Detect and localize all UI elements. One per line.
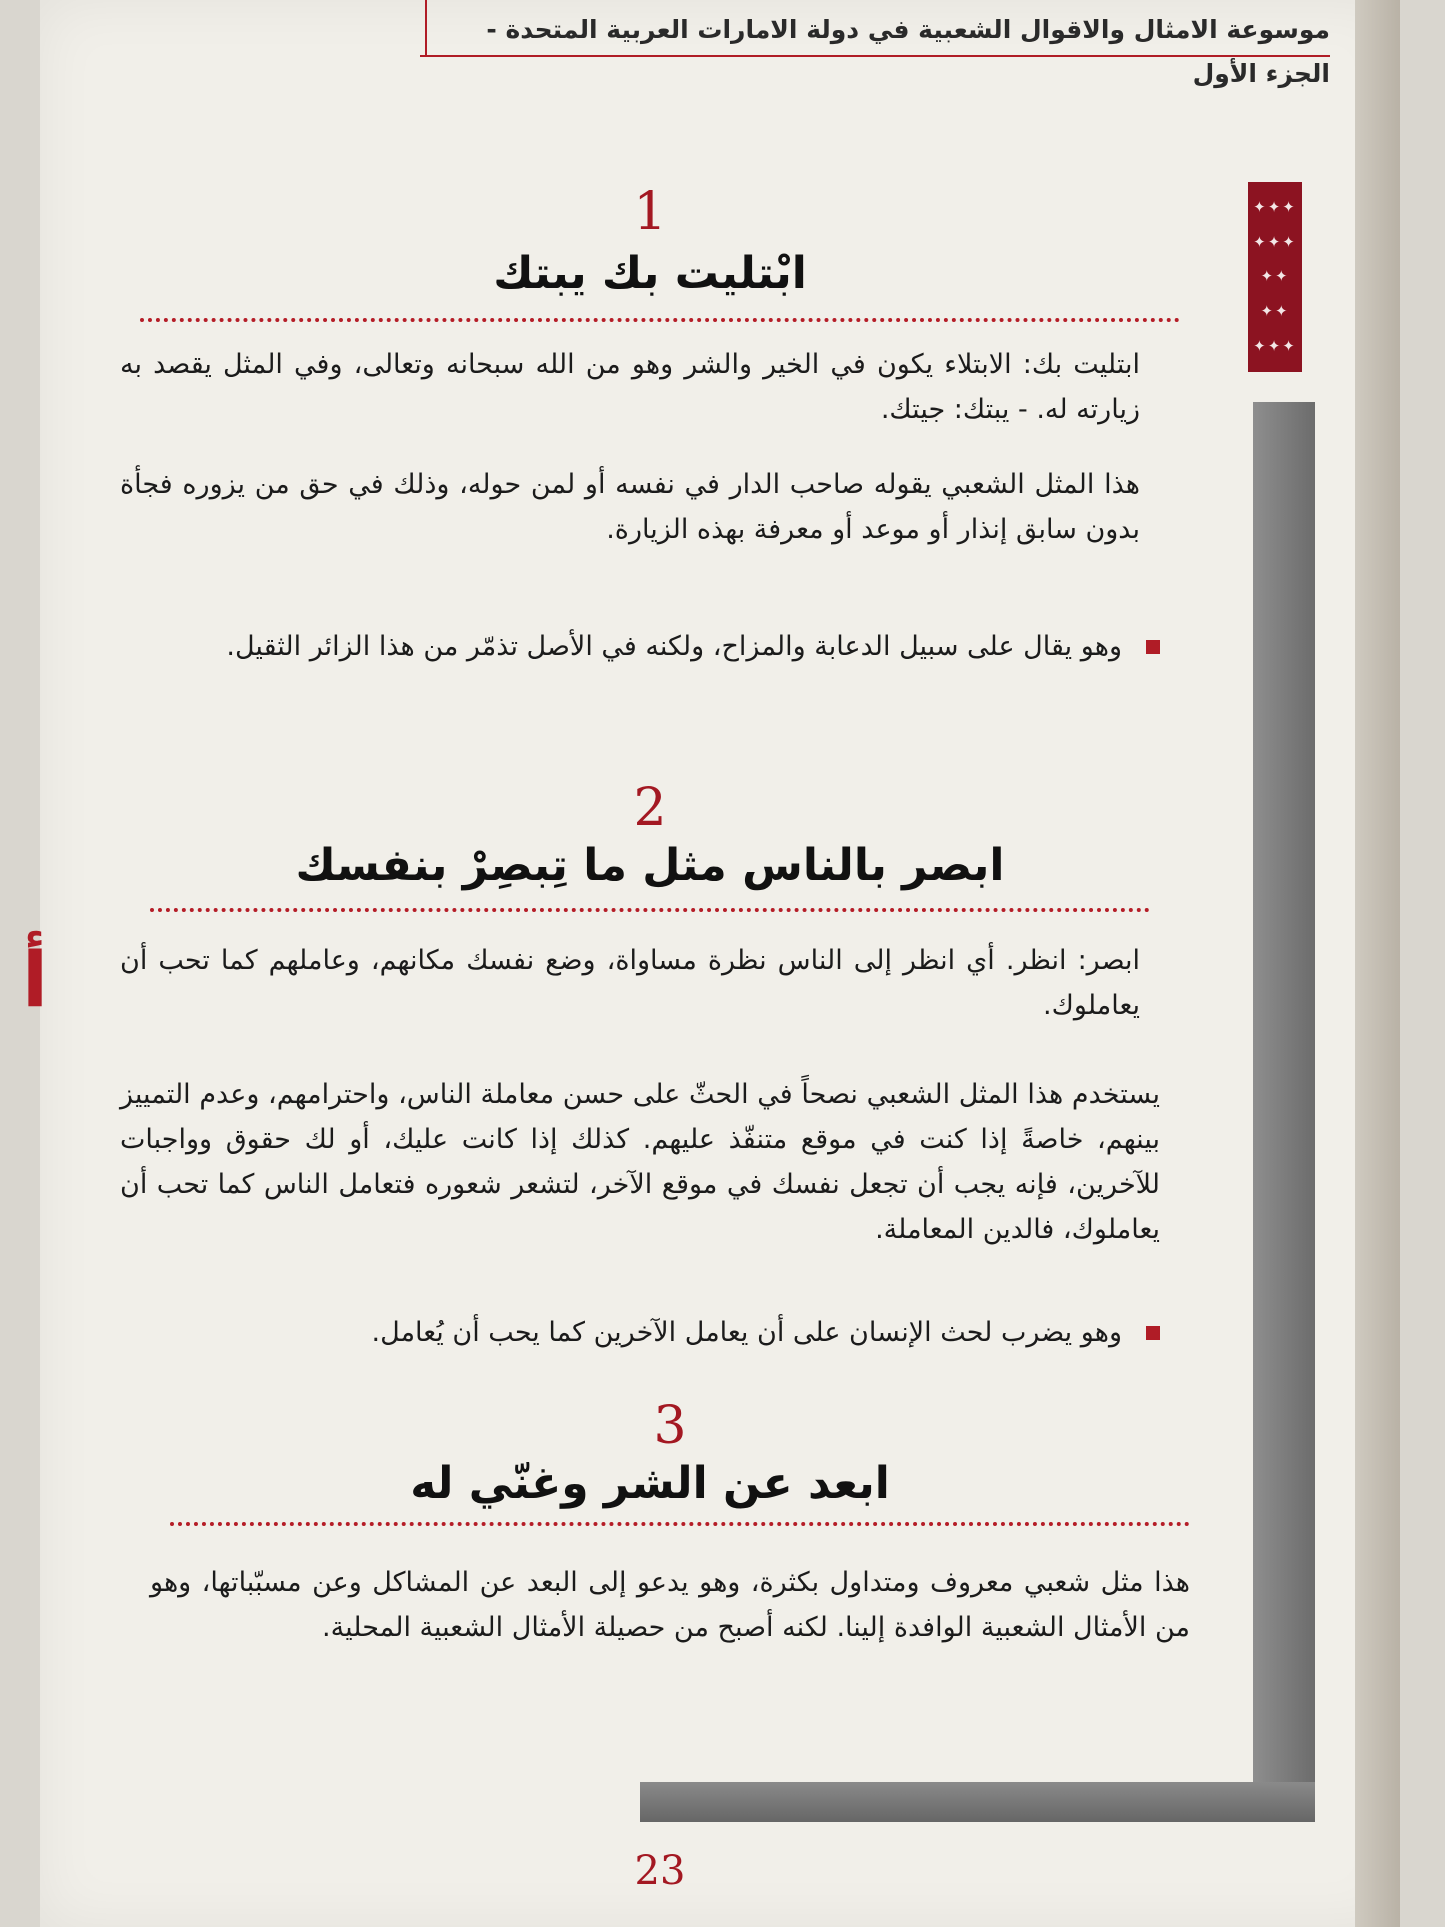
section-3-number: 3: [653, 1396, 687, 1456]
section-1-divider: [140, 318, 1180, 322]
section-2-bullet-text: وهو يضرب لحث الإنسان على أن يعامل الآخرين كما يحب أن يُعامل.: [371, 1317, 1122, 1348]
section-1-bullet-text: وهو يقال على سبيل الدعابة والمزاح، ولكنه في الأصل تذمّر من هذا الزائر الثقيل.: [226, 631, 1122, 662]
section-3-divider: [170, 1522, 1190, 1526]
page-number: 23: [634, 1848, 686, 1894]
section-3-paragraph-1: هذا مثل شعبي معروف ومتداول بكثرة، وهو يدعو إلى البعد عن المشاكل وعن مسبّباتها، وهو من الأمثال الشعبية الوافدة إلينا. لكنه أصبح من حصيلة الأمثال الشعبية المحلية.: [150, 1567, 1190, 1643]
running-header: موسوعة الامثال والاقوال الشعبية في دولة الامارات العربية المتحدة - الجزء الأول: [486, 15, 1330, 88]
section-2-paragraph-2: يستخدم هذا المثل الشعبي نصحاً في الحثّ على حسن معاملة الناس، واحترامهم، وعدم التمييز بينهم، خاصةً إذا كنت في موقع متنفّذ عليهم. كذلك إذا كانت عليك، أو لك حقوق وواجبات للآخرين، فإنه يجب أن تجعل نفسك في موقع الآخر، لتشعر شعوره فتعامل الناس كما تحب أن يعاملوك، فالدين المعاملة.: [120, 1079, 1160, 1245]
section-2-paragraph-1: ابصر: انظر. أي انظر إلى الناس نظرة مساواة، وضع نفسك مكانهم، وعاملهم كما تحب أن يعاملوك.: [120, 945, 1140, 1021]
header-rule-stub: [425, 0, 427, 56]
section-2-number: 2: [633, 778, 667, 838]
section-1-paragraph-1: ابتليت بك: الابتلاء يكون في الخير والشر وهو من الله سبحانه وتعالى، وفي المثل يقصد به زيارته له. - يبتك: جيتك.: [120, 349, 1140, 425]
decorative-horizontal-bar: [640, 1782, 1315, 1822]
section-1-number: 1: [633, 182, 667, 242]
decorative-ornament: ✦✦✦ ✦✦✦ ✦✦ ✦✦ ✦✦✦: [1248, 182, 1302, 372]
section-1-title: ابْتليت بك يبتك: [493, 248, 807, 299]
section-3-title: ابعد عن الشر وغنّي له: [410, 1458, 890, 1509]
section-1-bullet: [120, 624, 1160, 669]
bullet-square-icon: [1146, 640, 1160, 654]
bullet-square-icon: [1146, 1326, 1160, 1340]
header-rule: [420, 55, 1330, 57]
chapter-letter-tab: أ: [21, 935, 49, 1024]
section-1-paragraph-2: هذا المثل الشعبي يقوله صاحب الدار في نفسه أو لمن حوله، وذلك في حق من يزوره فجأة بدون سابق إنذار أو موعد أو معرفة بهذه الزيارة.: [120, 469, 1140, 545]
section-2-title: ابصر بالناس مثل ما تِبصِرْ بنفسك: [295, 840, 1005, 891]
decorative-vertical-bar: [1253, 402, 1315, 1822]
section-2-bullet: [300, 1310, 1160, 1355]
section-2-divider: [150, 908, 1150, 912]
page-edge: [1355, 0, 1400, 1927]
